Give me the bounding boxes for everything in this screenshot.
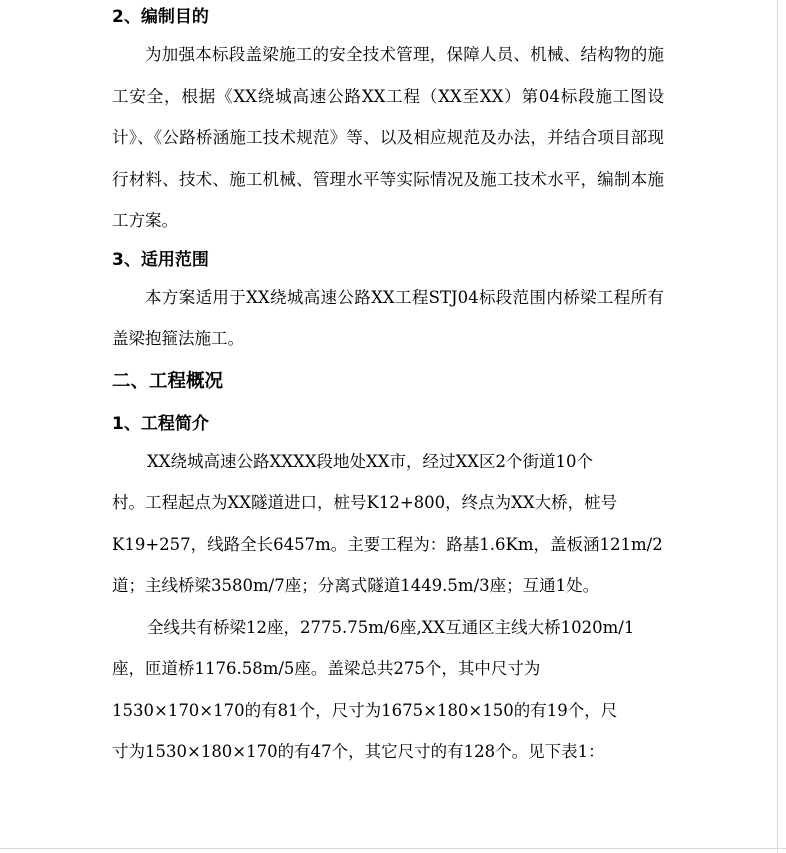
bridges-paragraph [112, 607, 664, 773]
purpose-heading: 2、编制目的 [112, 7, 209, 27]
scope-paragraph: 本方案适用于XX绕城高速公路XX工程STJ04标段范围内桥梁工程所有盖梁抱箍法施工。 [112, 287, 664, 348]
bridges-line-1: 全线共有桥梁12座，2775.75m/6座,XX互通区主线大桥1020m/1 [147, 617, 635, 637]
scope-heading: 3、适用范围 [112, 249, 209, 270]
purpose-paragraph: 为加强本标段盖梁施工的安全技术管理，保障人员、机械、结构物的施工安全，根据《XX绕城高速公路XX工程（XX至XX）第04标段施工图设计》、《公路桥涵施工技术规范》等、以及相应规范及办法，并结合项目部现行材料、技术、施工机械、管理水平等实际情况及施工技术水平，编制本施工方案。 [112, 45, 664, 230]
intro-paragraph [112, 441, 664, 607]
intro-line-1: XX绕城高速公路XXXX段地处XX市，经过XX区2个街道10个 [147, 451, 593, 471]
page-content [112, 0, 664, 773]
intro-line-4: 道；主线桥梁3580m/7座；分离式隧道1449.5m/3座；互通1处。 [112, 576, 600, 595]
bridges-line-4: 寸为1530×180×170的有47个，其它尺寸的有128个。见下表1： [112, 742, 605, 761]
bridges-line-3: 1530×170×170的有81个，尺寸为1675×180×150的有19个，尺 [112, 700, 618, 720]
page-edge-right [777, 0, 778, 853]
bridges-line-2: 座，匝道桥1176.58m/5座。盖梁总共275个，其中尺寸为 [112, 659, 541, 678]
page-edge-bottom [0, 848, 786, 849]
overview-heading: 二、工程概况 [112, 370, 224, 392]
intro-line-3: K19+257，线路全长6457m。主要工程为：路基1.6Km，盖板涵121m/2 [112, 534, 663, 554]
intro-heading: 1、工程简介 [112, 413, 209, 434]
intro-line-2: 村。工程起点为XX隧道进口，桩号K12+800，终点为XX大桥，桩号 [112, 493, 618, 512]
